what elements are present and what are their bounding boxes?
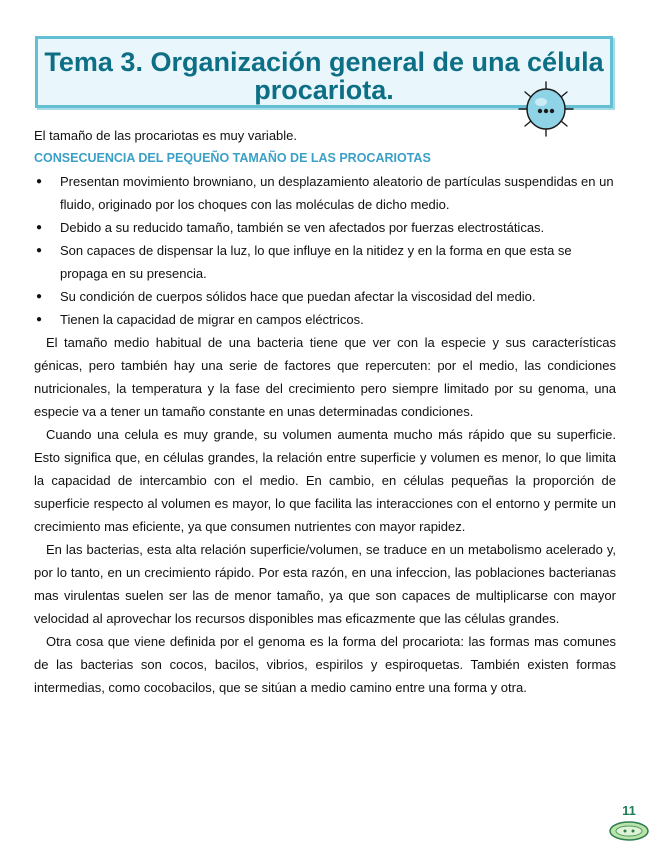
page-number: 11 [622, 803, 636, 818]
content [34, 124, 616, 699]
section-subheading: CONSECUENCIA DEL PEQUEÑO TAMAÑO DE LAS PROCARIOTAS [34, 151, 431, 165]
paragraph: El tamaño medio habitual de una bacteria tiene que ver con la especie y sus características génicas, pero también hay una serie de factores que repercuten: por el medio, las condiciones nutricionales, la temperatura y la fase del crecimiento pero siempre limitado por su genoma, una especie va a tener un tamaño constante en unas determinadas condiciones. [34, 335, 616, 419]
list-item: ● Presentan movimiento browniano, un desplazamiento aleatorio de partículas suspendidas en un fluido, originado por los choques con las moléculas de dicho medio. [34, 170, 616, 216]
intro-text: El tamaño de las procariotas es muy variable. [34, 128, 298, 143]
list-item: ● Son capaces de dispensar la luz, lo que influye en la nitidez y en la forma en que esta se propaga en su presencia. [34, 239, 616, 285]
list-item: ● Debido a su reducido tamaño, también se ven afectados por fuerzas electrostáticas. [34, 216, 616, 239]
paragraph: En las bacterias, esta alta relación superficie/volumen, se traduce en un metabolismo acelerado y, por lo tanto, en un crecimiento rápido. Por esta razón, en una infeccion, las poblaciones bacterianas mas virulentas suelen ser las de menor tamaño, ya que son capaces de multiplicarse con mayor velocidad al aprovechar los recursos disponibles mas eficazmente que las células grandes. [34, 542, 616, 626]
page-title: Tema 3. Organización general de una célula procariota. [44, 47, 604, 105]
cell-badge-icon [608, 820, 650, 842]
paragraph: Cuando una celula es muy grande, su volumen aumenta mucho más rápido que su superficie. Esto significa que, en células grandes, la relación entre superficie y volumen es menor, lo que limita la capacidad de intercambio con el medio. En cambio, en células pequeñas la proporción de superficie respecto al volumen es mayor, lo que facilita las interacciones con el entorno y permite un crecimiento mas eficiente, ya que consumen nutrientes con mayor rapidez. [34, 427, 616, 534]
list-item: ● Tienen la capacidad de migrar en campos eléctricos. [34, 308, 616, 331]
paragraph: Otra cosa que viene definida por el genoma es la forma del procariota: las formas mas comunes de las bacterias son cocos, bacilos, vibrios, espirilos y espiroquetas. También existen formas intermedias, como cocobacilos, que se sitúan a medio camino entre una forma y otra. [34, 634, 616, 695]
list-item: ● Su condición de cuerpos sólidos hace que puedan afectar la viscosidad del medio. [34, 285, 616, 308]
bullet-list [34, 170, 616, 331]
